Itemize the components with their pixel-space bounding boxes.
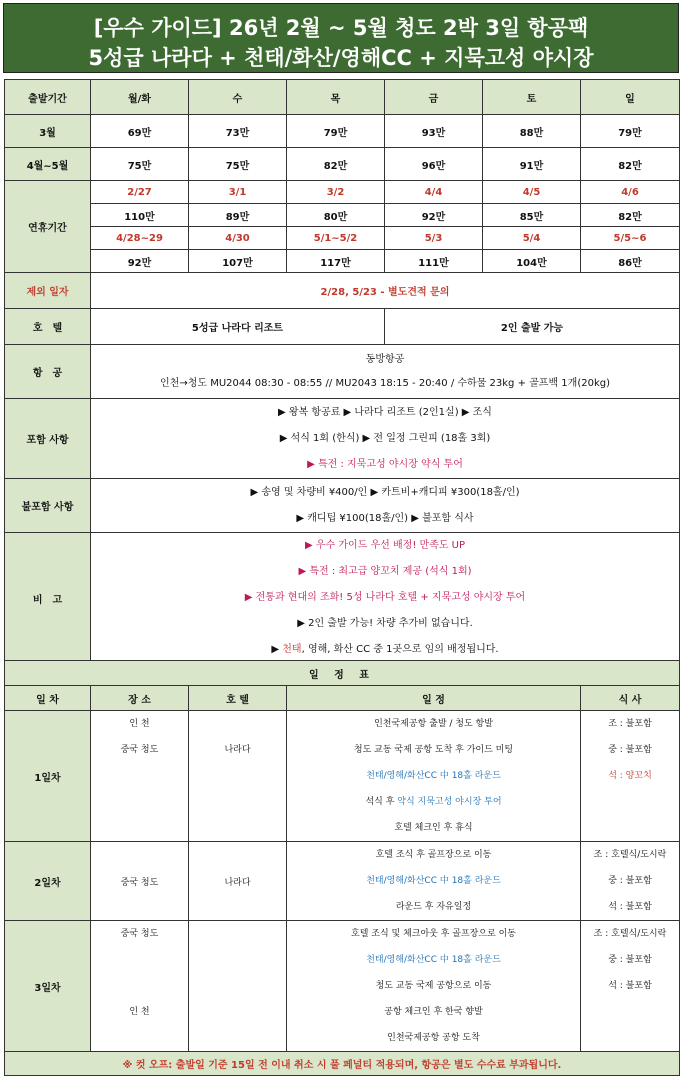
not-included-label: 불포함 사항: [5, 479, 91, 533]
holiday-date: 5/4: [483, 227, 581, 250]
plan-item: 청도 교동 국제 공항 도착 후 가이드 미팅: [353, 745, 514, 755]
schedule-header-plan: 일 정: [287, 686, 581, 711]
hotel-name: 5성급 나라다 리조트: [91, 309, 385, 345]
meal: 조 : 호텔식/도시락: [593, 850, 667, 860]
hotel: 나라다: [189, 842, 287, 921]
plan-item: 호텔 조식 후 골프장으로 이동: [375, 850, 492, 860]
day3-meals: [581, 921, 680, 1052]
price-cell: 82만: [287, 148, 385, 181]
price-cell: 73만: [189, 115, 287, 148]
remark-highlight: 천태: [282, 644, 302, 655]
not-included-line: ▶ 캐디팁 ¥100(18홀/인) ▶ 불포함 식사: [296, 512, 474, 524]
plan-item: 공항 체크인 후 한국 향발: [384, 1007, 483, 1017]
meal: 중 : 불포함: [608, 745, 652, 755]
meal: 석 : 불포함: [608, 981, 652, 991]
holiday-price: 92만: [91, 250, 189, 273]
holiday-date: 4/4: [385, 181, 483, 204]
schedule-header-day: 일 차: [5, 686, 91, 711]
include-line: ▶ 왕복 항공료 ▶ 나라다 리조트 (2인1실) ▶ 조식: [278, 406, 492, 418]
plan-item: 호텔 체크인 후 휴식: [394, 823, 473, 833]
place: 중국 청도: [120, 929, 159, 939]
package-title-banner: [3, 3, 679, 73]
place: 중국 청도: [120, 745, 159, 755]
price-cell: 96만: [385, 148, 483, 181]
hotel-note: 2인 출발 가능: [385, 309, 680, 345]
holiday-price: 111만: [385, 250, 483, 273]
holiday-price: 80만: [287, 204, 385, 227]
holiday-date: 4/30: [189, 227, 287, 250]
not-included-line: ▶ 송영 및 차량비 ¥400/인 ▶ 카트비+캐디피 ¥300(18홀/인): [250, 486, 520, 498]
not-included-list: [91, 479, 680, 533]
remark-prefix: ▶: [271, 644, 283, 655]
price-cell: 79만: [287, 115, 385, 148]
holiday-date: 5/1~5/2: [287, 227, 385, 250]
price-cell: 79만: [581, 115, 680, 148]
plan-item-round: 천태/영해/화산CC 中 18홀 라운드: [366, 955, 501, 965]
hotel: 나라다: [224, 745, 251, 755]
price-cell: 75만: [189, 148, 287, 181]
include-list: [91, 399, 680, 479]
remark-rest: , 영해, 화산 CC 중 1곳으로 임의 배정됩니다.: [301, 644, 499, 655]
holiday-price: 110만: [91, 204, 189, 227]
place: 인 천: [129, 1007, 150, 1017]
remark-line: ▶ 우수 가이드 우선 배정! 만족도 UP: [304, 540, 466, 551]
price-cell: 82만: [581, 148, 680, 181]
meal: 중 : 불포함: [608, 955, 652, 965]
day-label: 2일차: [5, 842, 91, 921]
meal: 석 : 불포함: [608, 902, 652, 912]
price-cell: 91만: [483, 148, 581, 181]
remark-line: ▶ 특전 : 최고급 양꼬치 제공 (석식 1회): [298, 566, 472, 577]
month-label: 3월: [5, 115, 91, 148]
air-info: [91, 345, 680, 399]
remark-line: ▶ 2인 출발 가능! 차량 추가비 없습니다.: [297, 618, 473, 629]
schedule-header-hotel: 호 텔: [189, 686, 287, 711]
title-line-2: 5성급 나라다 + 천태/화산/영해CC + 지묵고성 야시장: [88, 46, 594, 70]
plan-highlight: 약식 지묵고성 야시장 투어: [397, 797, 502, 807]
plan-prefix: 석식 후: [365, 797, 395, 807]
holiday-label: 연휴기간: [5, 181, 91, 273]
holiday-date: 4/28~29: [91, 227, 189, 250]
plan-item-round: 천태/영해/화산CC 中 18홀 라운드: [366, 771, 501, 781]
holiday-price: 92만: [385, 204, 483, 227]
schedule-header-place: 장 소: [91, 686, 189, 711]
schedule-table: [4, 660, 680, 1076]
schedule-title: 일 정 표: [5, 661, 680, 686]
air-schedule: 인천→청도 MU2044 08:30 - 08:55 // MU2043 18:15 - 20:40 / 수하물 23kg + 골프백 1개(20kg): [160, 377, 610, 389]
price-cell: 93만: [385, 115, 483, 148]
price-cell: 69만: [91, 115, 189, 148]
place: 인 천: [129, 719, 150, 729]
air-label: 항 공: [5, 345, 91, 399]
remark-line: ▶ 전통과 현대의 조화! 5성 나라다 호텔 + 지묵고성 야시장 투어: [244, 592, 526, 603]
period-header: 출발기간: [5, 80, 91, 115]
schedule-header-meal: 식 사: [581, 686, 680, 711]
plan-item: 청도 교동 국제 공항으로 이동: [375, 981, 492, 991]
include-line-benefit: ▶ 특전 : 지묵고성 야시장 약식 투어: [307, 458, 463, 470]
day-label: 3일차: [5, 921, 91, 1052]
holiday-price: 85만: [483, 204, 581, 227]
plan-item: 인천국제공항 공항 도착: [387, 1033, 480, 1043]
day1-hotel: [189, 711, 287, 842]
plan-item: 인천국제공항 출발 / 청도 항발: [374, 719, 493, 729]
plan-item: 호텔 조식 및 체크아웃 후 골프장으로 이동: [351, 929, 516, 939]
holiday-price: 86만: [581, 250, 680, 273]
day3-hotel: [189, 921, 287, 1052]
plan-item-round: 천태/영해/화산CC 中 18홀 라운드: [366, 876, 501, 886]
day-header: 토: [483, 80, 581, 115]
include-line: ▶ 석식 1회 (한식) ▶ 전 일정 그린피 (18홀 3회): [279, 432, 491, 444]
day3-places: [91, 921, 189, 1052]
place: 중국 청도: [91, 842, 189, 921]
holiday-price: 104만: [483, 250, 581, 273]
day1-plans: [287, 711, 581, 842]
holiday-date: 2/27: [91, 181, 189, 204]
meal-special: 석 : 양꼬치: [608, 771, 652, 781]
cancellation-footer: ※ 컷 오프: 출발일 기준 15일 전 이내 취소 시 풀 페널티 적용되며, 항공은 별도 수수료 부과됩니다.: [5, 1052, 680, 1076]
month-label: 4월~5월: [5, 148, 91, 181]
price-cell: 88만: [483, 115, 581, 148]
holiday-price: 117만: [287, 250, 385, 273]
meal: 조 : 호텔식/도시락: [593, 929, 667, 939]
meal: 조 : 불포함: [608, 719, 652, 729]
day1-places: [91, 711, 189, 842]
day-header: 금: [385, 80, 483, 115]
holiday-date: 3/2: [287, 181, 385, 204]
exclude-dates-label: 제외 일자: [5, 273, 91, 309]
hotel-label: 호 텔: [5, 309, 91, 345]
plan-item-tour: [287, 789, 580, 815]
day-header: 월/화: [91, 80, 189, 115]
day2-plans: [287, 842, 581, 921]
day1-meals: [581, 711, 680, 842]
day3-plans: [287, 921, 581, 1052]
day-header: 일: [581, 80, 680, 115]
holiday-date: 5/3: [385, 227, 483, 250]
day2-meals: [581, 842, 680, 921]
day-header: 목: [287, 80, 385, 115]
holiday-date: 5/5~6: [581, 227, 680, 250]
title-line-1: [우수 가이드] 26년 2월 ~ 5월 청도 2박 3일 항공팩: [93, 16, 589, 40]
holiday-date: 4/5: [483, 181, 581, 204]
holiday-price: 89만: [189, 204, 287, 227]
include-label: 포함 사항: [5, 399, 91, 479]
price-cell: 75만: [91, 148, 189, 181]
plan-item: 라운드 후 자유일정: [395, 902, 472, 912]
meal: 중 : 불포함: [608, 876, 652, 886]
holiday-price: 82만: [581, 204, 680, 227]
holiday-date: 4/6: [581, 181, 680, 204]
remarks-label: 비 고: [5, 533, 91, 664]
holiday-date: 3/1: [189, 181, 287, 204]
day-header: 수: [189, 80, 287, 115]
holiday-price: 107만: [189, 250, 287, 273]
exclude-dates-value: 2/28, 5/23 - 별도견적 문의: [91, 273, 680, 309]
day-label: 1일차: [5, 711, 91, 842]
air-carrier: 동방항공: [365, 353, 405, 365]
package-info-table: [4, 79, 680, 664]
remarks-list: [91, 533, 680, 664]
